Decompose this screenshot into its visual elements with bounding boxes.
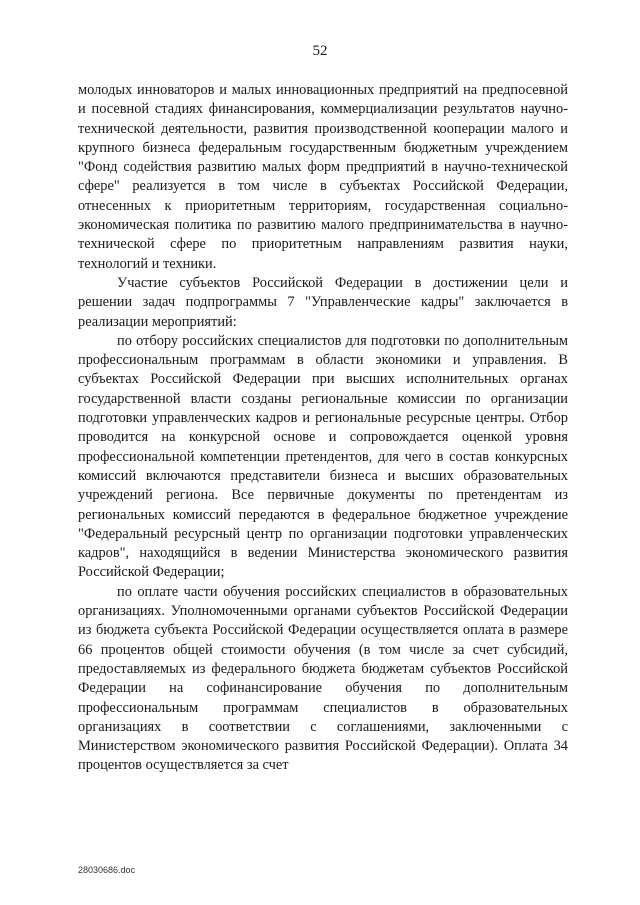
paragraph-continuation: молодых инноваторов и малых инновационных предприятий на предпосевной и посевной стадиях финансирования, коммерциализации результатов научно-технической деятельности, развития производственной кооперации малого и крупного бизнеса федеральным государственным бюджетным учреждением "Фонд содействия развитию малых форм предприятий в научно-технической сфере" реализуется в том числе в субъектах Российской Федерации, отнесенных к приоритетным территориям, государственная социально-экономическая политика по развитию малого предпринимательства в научно-технической сфере по приоритетным направлениям развития науки, технологий и техники. <box>78 82 568 272</box>
paragraph-selection: по отбору российских специалистов для подготовки по дополнительным профессиональным программам в области экономики и управления. В субъектах Российской Федерации при высших исполнительных органах государственной власти созданы региональные комиссии по организации подготовки управленческих кадров и региональные ресурсные центры. Отбор проводится на конкурсной основе и сопровождается оценкой уровня профессиональной компетенции претендентов, для чего в состав конкурсных комиссий включаются представители бизнеса и высших образовательных учреждений региона. Все первичные документы по претендентам из региональных комиссий передаются в федеральное бюджетное учреждение "Федеральный ресурсный центр по организации подготовки управленческих кадров", находящийся в ведении Министерства экономического развития Российской Федерации; <box>78 332 568 581</box>
footer-filename: 28030686.doc <box>78 865 136 875</box>
paragraph-payment: по оплате части обучения российских специалистов в образовательных организациях. Уполномоченными органами субъектов Российской Федерации из бюджета субъекта Российской Федерации осуществляется оплата в размере 66 процентов общей стоимости обучения (в том числе за счет субсидий, предоставляемых из федерального бюджета бюджетам субъектов Российской Федерации на софинансирование обучения по дополнительным профессиональным программам специалистов в образовательных организациях в соответствии с соглашениями, заключенными с Министерством экономического развития Российской Федерации). Оплата 34 процентов осуществляется за счет <box>78 583 568 774</box>
page-number: 52 <box>312 43 328 59</box>
paragraph-participation: Участие субъектов Российской Федерации в достижении цели и решении задач подпрограммы 7 "Управленческие кадры" заключается в реализации мероприятий: <box>78 274 568 330</box>
document-body <box>78 81 568 776</box>
